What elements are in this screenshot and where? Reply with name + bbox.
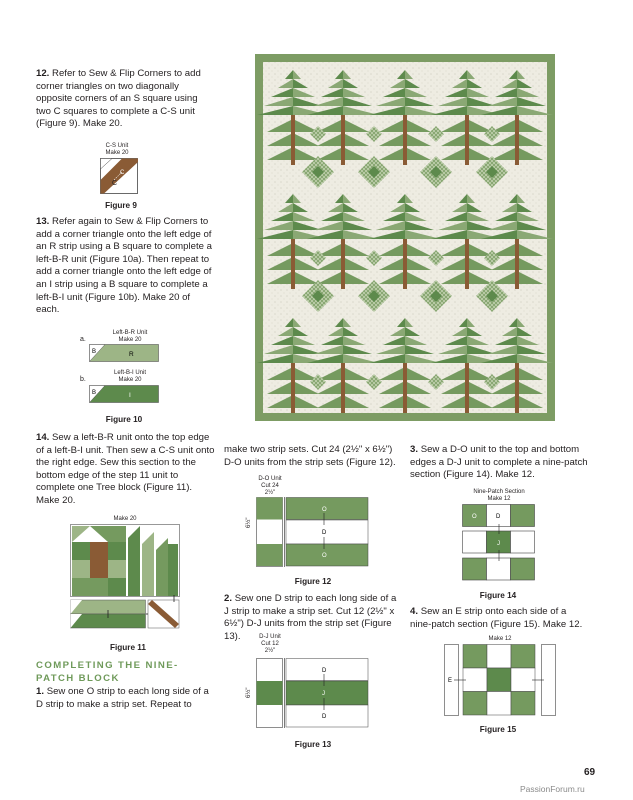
fig13-height: 6½": [246, 687, 252, 698]
fig10a-letter-r: R: [129, 351, 134, 358]
fig10a-letter-b: B: [92, 349, 97, 355]
fig12-letter-o1: O: [322, 507, 327, 513]
fig10b-tag: b.: [80, 376, 86, 383]
fig13-letter-d1: D: [322, 668, 327, 674]
fig13-label: D-J Unit Cut 12 2½": [259, 634, 281, 654]
figure-13-diagram: [256, 658, 370, 728]
fig10a-label: Left-B-R Unit Make 20: [112, 330, 148, 343]
fig13-letter-j: J: [322, 691, 325, 697]
fig13-letter-d2: D: [322, 714, 327, 720]
fig11-label: Make 20: [113, 516, 137, 522]
quilt-photo: [255, 54, 555, 421]
fig9-letter-c2: C: [120, 170, 125, 176]
fig9-letter-c1: C: [112, 180, 118, 187]
step-2: 2. Sew one D strip to each long side of a J strip to make a strip set. Cut 12 (2½" x 6½") D-J units from the strip set (Figure 13).: [224, 593, 397, 642]
fig12-letter-o2: O: [322, 553, 327, 559]
section-title: COMPLETING THE NINE-PATCH BLOCK: [36, 660, 179, 684]
figure-14-diagram: [462, 504, 536, 582]
step-1-continued: make two strip sets. Cut 24 (2½" x 6½") D-O units from the strip sets (Figure 12).: [224, 444, 396, 468]
figure-13-caption: Figure 13: [294, 740, 332, 749]
fig12-height: 6½": [246, 517, 252, 528]
fig10b-letter-b: B: [92, 390, 97, 396]
figure-15-diagram: [444, 644, 556, 716]
figure-12-diagram: [256, 497, 370, 567]
fig10b-letter-i: I: [129, 392, 131, 399]
fig15-letter-e: E: [448, 678, 453, 684]
figure-9-diagram: [100, 158, 138, 194]
figure-10b-diagram: [89, 385, 159, 403]
fig12-label: D-O Unit Cut 24 2½": [258, 476, 282, 496]
step-12: 12. Refer to Sew & Flip Corners to add corner triangles on two diagonally opposite corners of an S square using two C squares to complete a C-S unit (Figure 9). Make 20.: [36, 68, 201, 130]
fig15-label: Make 12: [488, 636, 512, 642]
step-4: 4. Sew an E strip onto each side of a nine-patch section (Figure 15). Make 12.: [410, 606, 583, 630]
fig12-letter-d: D: [322, 530, 327, 536]
step-13: 13. Refer again to Sew & Flip Corners to add a corner triangle onto the left edge of an R strip using a B square to complete a left-B-R unit (Figure 10a). Then repeat to add a corner triangle onto the left edge of an I strip using a B square to complete a left-B-I unit (Figure 10b). Make 20 of each.: [36, 216, 212, 316]
fig9-label: C-S Unit Make 20: [105, 143, 129, 156]
step-14: 14. Sew a left-B-R unit onto the top edge of a left-B-I unit. Then sew a C-S unit onto the right edge. Sew this section to the bottom edge of the step 11 unit to complete one Tree block (Figure 11). Make 20.: [36, 432, 215, 506]
figure-9-caption: Figure 9: [105, 201, 137, 210]
fig14-label: Nine-Patch Section Make 12: [473, 489, 525, 502]
fig10a-tag: a.: [80, 336, 86, 343]
figure-11-diagram: [70, 524, 180, 639]
figure-14-caption: Figure 14: [479, 591, 517, 600]
fig14-letter-o: O: [472, 514, 477, 520]
page-number: 69: [584, 767, 596, 778]
fig14-letter-d: D: [496, 514, 501, 520]
step-1: 1. Sew one O strip to each long side of a D strip to make a strip set. Repeat to: [36, 686, 209, 710]
watermark: PassionForum.ru: [520, 784, 585, 794]
figure-15-caption: Figure 15: [479, 725, 517, 734]
figure-12-caption: Figure 12: [294, 577, 332, 586]
figure-10-caption: Figure 10: [105, 415, 143, 424]
step-3: 3. Sew a D-O unit to the top and bottom edges a D-J unit to complete a nine-patch section (Figure 14). Make 12.: [410, 444, 588, 481]
figure-11-caption: Figure 11: [110, 643, 146, 652]
figure-10a-diagram: [89, 344, 159, 362]
fig14-letter-j: J: [497, 541, 500, 547]
fig10b-label: Left-B-I Unit Make 20: [113, 370, 146, 383]
